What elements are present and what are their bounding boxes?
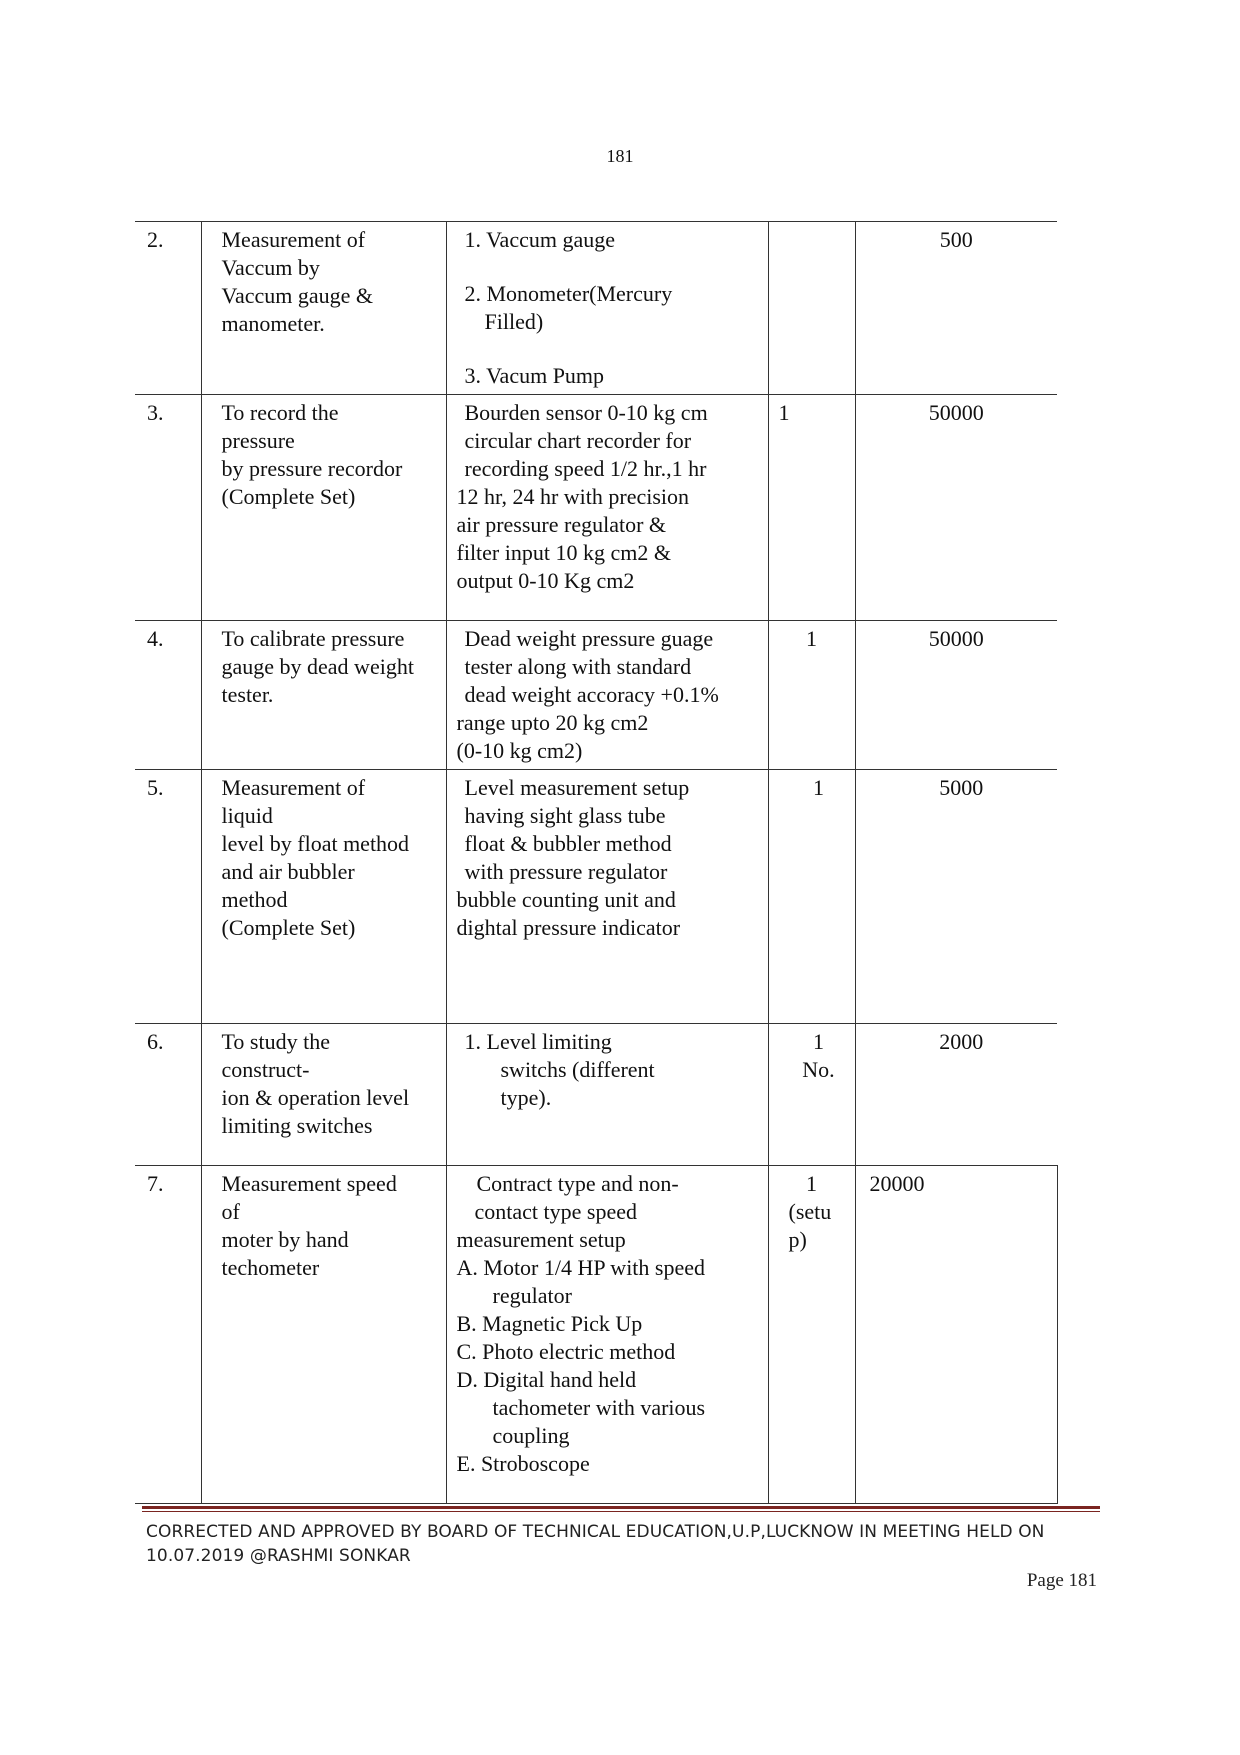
apparatus-line: Level measurement setup [464,775,690,800]
experiment-line: Vaccum gauge & [221,283,373,308]
apparatus-line: contact type speed [474,1199,637,1224]
experiment-cell [201,770,446,1024]
experiment-line: and air bubbler [221,859,355,884]
experiment-cell [201,1166,446,1504]
table-row [135,621,1057,770]
table-row [135,1024,1057,1166]
serial-number: 7. [135,1166,201,1504]
experiment-line: pressure [221,428,295,453]
quantity-line: No. [802,1057,835,1082]
apparatus-line: Filled) [484,309,544,334]
footer-note [146,1520,1106,1568]
apparatus-line: (0-10 kg cm2) [456,738,583,763]
apparatus-cell [446,770,768,1024]
quantity-cell [768,222,855,395]
apparatus-line: regulator [492,1283,572,1308]
spacer [465,254,762,280]
quantity-line: p) [788,1227,807,1252]
experiment-line: Measurement of [221,775,366,800]
experiment-cell [201,621,446,770]
apparatus-line: coupling [492,1423,570,1448]
apparatus-line: float & bubbler method [464,831,672,856]
page-number-top: 181 [606,146,634,166]
table-row [135,1166,1057,1504]
apparatus-line: C. Photo electric method [456,1339,676,1364]
apparatus-line: 12 hr, 24 hr with precision [456,484,690,509]
apparatus-cell [446,222,768,395]
serial-number: 5. [135,770,201,1024]
apparatus-line: E. Stroboscope [456,1451,590,1476]
footer-divider-thin [142,1511,1100,1512]
quantity-cell [768,1166,855,1504]
apparatus-line: 1. Level limiting [464,1029,612,1054]
apparatus-line: tachometer with various [492,1395,706,1420]
table-row [135,222,1057,395]
experiment-line: ion & operation level [221,1085,410,1110]
experiment-line: by pressure recordor [221,456,403,481]
price-cell: 20000 [855,1166,1057,1504]
experiment-line: Vaccum by [221,255,320,280]
apparatus-line: Bourden sensor 0-10 kg cm [464,400,708,425]
experiment-line: construct- [221,1057,310,1082]
apparatus-line: switchs (different [500,1057,655,1082]
experiment-cell [201,1024,446,1166]
apparatus-line: 3. Vacum Pump [464,363,605,388]
quantity-cell [768,1024,855,1166]
price-cell: 50000 [855,395,1057,621]
experiment-line: Measurement speed [221,1171,397,1196]
experiment-line: (Complete Set) [221,915,356,940]
price-cell: 50000 [855,621,1057,770]
footer-line-1: CORRECTED AND APPROVED BY BOARD OF TECHNICAL EDUCATION,U.P,LUCKNOW IN MEETING HELD ON [146,1522,1045,1542]
serial-number: 3. [135,395,201,621]
apparatus-cell [446,1024,768,1166]
serial-number: 2. [135,222,201,395]
quantity-line: (setu [788,1199,832,1224]
apparatus-line: D. Digital hand held [456,1367,637,1392]
table-row [135,395,1057,621]
table-row [135,770,1057,1024]
serial-number: 6. [135,1024,201,1166]
experiment-cell [201,395,446,621]
experiment-line: liquid [221,803,273,828]
experiment-line: level by float method [221,831,410,856]
experiment-line: tester. [221,682,274,707]
quantity-line: 1 [813,1029,824,1054]
apparatus-line: B. Magnetic Pick Up [456,1311,643,1336]
apparatus-line: with pressure regulator [464,859,668,884]
quantity-cell [768,770,855,1024]
experiment-line: To study the [221,1029,330,1054]
experiment-line: manometer. [221,311,325,336]
experiment-line: of [221,1199,240,1224]
experiment-line: limiting switches [221,1113,373,1138]
quantity-cell [768,395,855,621]
apparatus-line: filter input 10 kg cm2 & [456,540,671,565]
apparatus-line: air pressure regulator & [456,512,667,537]
apparatus-line: recording speed 1/2 hr.,1 hr [464,456,707,481]
apparatus-line: type). [500,1085,552,1110]
apparatus-cell [446,395,768,621]
quantity-line: 1 [806,626,817,651]
experiment-line: techometer [221,1255,320,1280]
equipment-table [135,221,1058,1504]
page-label: Page 181 [1026,1570,1097,1591]
experiment-line: gauge by dead weight [221,654,414,679]
price-cell: 2000 [855,1024,1057,1166]
experiment-line: Measurement of [221,227,366,252]
serial-number: 4. [135,621,201,770]
experiment-line: method [221,887,288,912]
apparatus-line: dightal pressure indicator [456,915,681,940]
price-cell: 500 [855,222,1057,395]
experiment-line: To calibrate pressure [221,626,405,651]
apparatus-line: range upto 20 kg cm2 [456,710,649,735]
apparatus-cell [446,1166,768,1504]
quantity-cell [768,621,855,770]
experiment-cell [201,222,446,395]
apparatus-line: output 0-10 Kg cm2 [456,568,635,593]
apparatus-line: measurement setup [456,1227,626,1252]
experiment-line: To record the [221,400,339,425]
apparatus-line: 2. Monometer(Mercury [464,281,673,306]
footer-divider [142,1506,1100,1509]
experiment-line: moter by hand [221,1227,349,1252]
apparatus-line: tester along with standard [464,654,692,679]
apparatus-line: having sight glass tube [464,803,666,828]
footer-line-2: 10.07.2019 @RASHMI SONKAR [146,1546,411,1566]
quantity-line: 1 [806,1171,817,1196]
price-cell: 5000 [855,770,1057,1024]
apparatus-cell [446,621,768,770]
apparatus-line: dead weight accoracy +0.1% [464,682,719,707]
quantity-line: 1 [813,775,824,800]
apparatus-line: Contract type and non- [476,1171,679,1196]
apparatus-line: bubble counting unit and [456,887,676,912]
apparatus-line: Dead weight pressure guage [464,626,714,651]
quantity-line: 1 [778,400,790,425]
apparatus-line: A. Motor 1/4 HP with speed [456,1255,706,1280]
spacer [465,336,762,362]
experiment-line: (Complete Set) [221,484,356,509]
apparatus-line: 1. Vaccum gauge [464,227,615,252]
apparatus-line: circular chart recorder for [464,428,692,453]
